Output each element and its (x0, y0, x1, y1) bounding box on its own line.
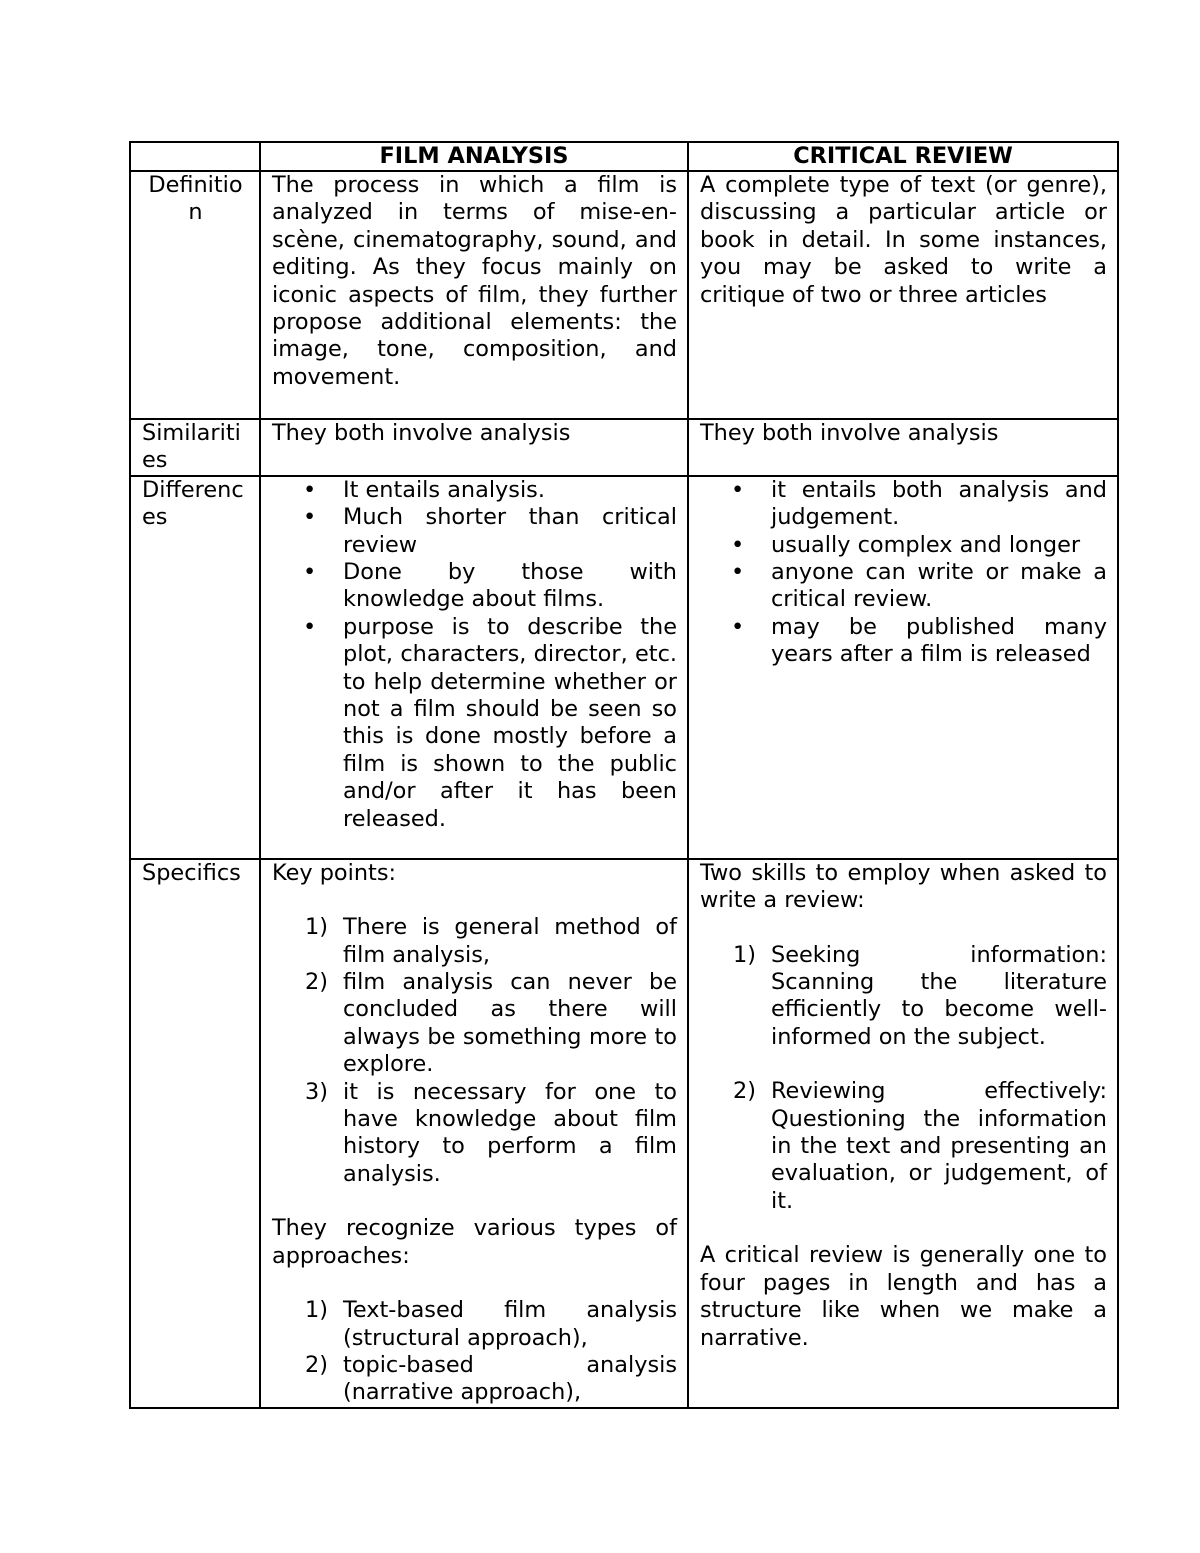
list-number: 1) (305, 1297, 328, 1324)
definition-critical-review: A complete type of text (or genre), discussing a particular article or book in detail. In some instances, you may be asked to write a critique of two or three articles (688, 171, 1118, 419)
skills-intro: Two skills to employ when asked to write a review: (700, 859, 1107, 914)
list-number: 2) (733, 1078, 756, 1105)
list-number: 2) (305, 969, 328, 996)
similarities-row (130, 419, 1118, 476)
specifics-label: Specifics (130, 859, 260, 1408)
list-item: • purpose is to describe the plot, characters, director, etc. to help determine whether or not a film should be seen so this is done mostly before a film is shown to the public and/or after it has been released. (343, 614, 677, 833)
differences-label: Differences (130, 476, 260, 859)
list-item (305, 969, 677, 1079)
review-length-note: A critical review is generally one to four pages in length and has a structure like when we make a narrative. (700, 1242, 1107, 1351)
approaches-intro: They recognize various types of approaches: (272, 1215, 677, 1269)
definition-film-analysis: The process in which a film is analyzed in terms of mise-en-scène, cinematography, sound, and editing. As they focus mainly on iconic aspects of film, they further propose additional elements: the image, tone, composition, and movement. (260, 171, 688, 419)
key-points-list (272, 914, 677, 1188)
list-item: • usually complex and longer (771, 532, 1107, 559)
list-number: 3) (305, 1078, 328, 1105)
list-text: film analysis can never be concluded as there will always be something more to explore. (343, 969, 677, 1078)
header-film-analysis: FILM ANALYSIS (260, 142, 688, 171)
differences-critical-review (688, 476, 1118, 859)
differences-film-analysis-list (272, 477, 677, 833)
similarities-label: Similarities (130, 419, 260, 476)
skills-list (700, 942, 1107, 1216)
header-critical-review: CRITICAL REVIEW (688, 142, 1118, 171)
header-row (130, 142, 1118, 171)
list-item (305, 1351, 677, 1407)
approaches-list (272, 1297, 677, 1407)
list-item (305, 1297, 677, 1352)
definition-row (130, 171, 1118, 419)
list-text: Text-based film analysis (structural approach), (343, 1297, 677, 1351)
list-text: There is general method of film analysis, (343, 914, 677, 968)
key-points-intro: Key points: (272, 859, 397, 886)
list-text: it is necessary for one to have knowledge about film history to perform a film analysis. (343, 1078, 677, 1187)
list-item: • It entails analysis. (343, 477, 677, 504)
similarities-critical-review: They both involve analysis (688, 419, 1118, 476)
list-item (305, 1078, 677, 1189)
specifics-critical-review (688, 859, 1118, 1408)
list-item (733, 941, 1107, 1052)
list-item (733, 1078, 1107, 1215)
differences-critical-review-list (700, 477, 1107, 669)
header-empty-cell (130, 142, 260, 171)
list-item: • Much shorter than critical review (343, 504, 677, 559)
list-number: 1) (733, 941, 756, 968)
differences-film-analysis (260, 476, 688, 859)
list-text: Reviewing effectively: Questioning the information in the text and presenting an evaluation, or judgement, of it. (771, 1078, 1107, 1214)
list-item: • anyone can write or make a critical review. (771, 559, 1107, 614)
list-item (305, 914, 677, 969)
list-item: • Done by those with knowledge about films. (343, 559, 677, 614)
list-number: 2) (305, 1351, 328, 1378)
specifics-row (130, 859, 1118, 1408)
list-item: • may be published many years after a film is released (771, 614, 1107, 669)
list-text: topic-based analysis (narrative approach), (343, 1351, 677, 1406)
definition-label: Definition (130, 171, 260, 419)
similarities-film-analysis: They both involve analysis (260, 419, 688, 476)
list-text: Seeking information: Scanning the literature efficiently to become well-informed on the subject. (771, 941, 1107, 1050)
comparison-table (129, 141, 1119, 1409)
list-item: • it entails both analysis and judgement. (771, 477, 1107, 532)
specifics-film-analysis (260, 859, 688, 1408)
differences-row (130, 476, 1118, 859)
list-number: 1) (305, 914, 328, 941)
